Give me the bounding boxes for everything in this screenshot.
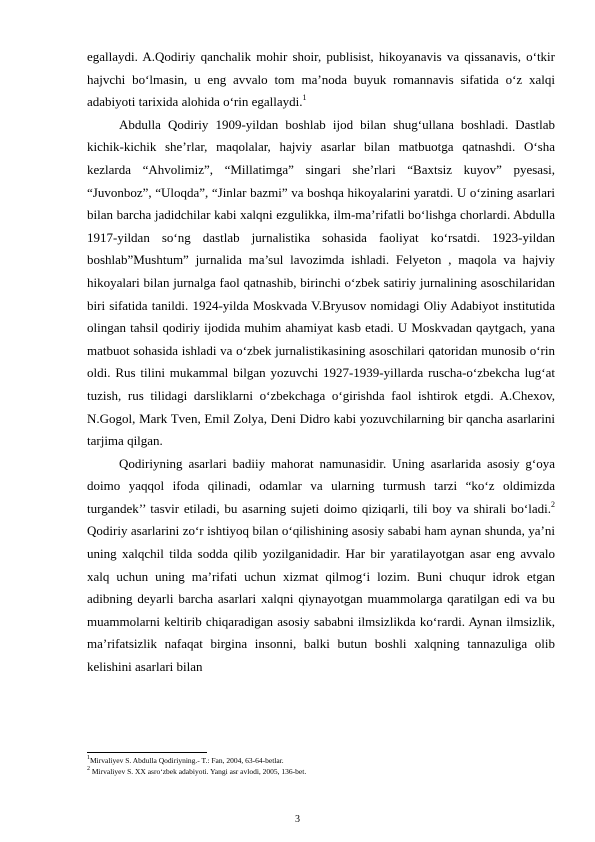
paragraph-3-text-continued: Qodiriy asarlarini zo‘r ishtiyoq bilan o‘qilishining asosiy sababi ham aynan shunda, ya’ni uning xalqchil tilda sodda qilib yozilganidadir. Har bir yaratilayotgan asar eng avvalo xalq uchun uning ma’rifati uchun xizmat qilmog‘i lozim. Buni chuqur idrok etgan adibning deyarli barcha asarlari xalqni qiynayotgan muammolarga qaratilgan edi va bu muammolarni keltirib chiqaradigan asosiy sababni ilmsizlikda ko‘rardi. Aynan ilmsizlik, ma’rifatsizlik nafaqat birgina insonni, balki butun boshli xalqning tannazuliga olib kelishini asarlari bilan bbox=[87, 523, 555, 675]
paragraph-2 bbox=[87, 114, 555, 453]
footnotes bbox=[87, 755, 555, 777]
footnote-ref-1: 1 bbox=[302, 92, 307, 102]
paragraph-2-text: Abdulla Qodiriy 1909-yildan boshlab ijod bilan shug‘ullana boshladi. Dastlab kichik-kichik she’rlar, maqolalar, hajviy asarlar bilan matbuotga qatnashdi. O‘sha kezlarda “Ahvolimiz”, “Millatimga” singari she’rlari “Baxtsiz kuyov” pyesasi, “Juvonboz”, “Uloqda”, “Jinlar bazmi” va boshqa hikoyalarini yaratdi. U o‘zining asarlari bilan barcha jadidchilar kabi xalqni ezgulikka, ilm-ma’rifatli bo‘lishga chorlardi. Abdulla 1917-yildan so‘ng dastlab jurnalistika sohasida faoliyat ko‘rsatdi. 1923-yildan boshlab”Mushtum” jurnalida ma’sul lavozimda ishladi. Felyeton , maqola va hajviy hikoyalari bilan jurnalga faol qatnashib, birinchi o‘zbek satiriy jurnalining asoschilaridan biri sifatida tanildi. 1924-yilda Moskvada V.Bryusov nomidagi Oliy Adabiyot institutida olingan tahsil qodiriy ijodida muhim ahamiyat kasb etadi. U Moskvadan qaytgach, yana matbuot sohasida ishladi va o‘zbek jurnalistikasining asoschilari qatoridan munosib o‘rin oldi. Rus tilini mukammal bilgan yozuvchi 1927-1939-yillarda ruscha-o‘zbekcha lug‘at tuzish, rus tilidagi darsliklarni o‘zbekchaga o‘girishda faol ishtirok etgdi. A.Chexov, N.Gogol, Mark Tven, Emil Zolya, Deni Didro kabi yozuvchilarning bir qancha asarlarini tarjima qilgan. bbox=[87, 116, 555, 449]
paragraph-3 bbox=[87, 453, 555, 679]
paragraph-1 bbox=[87, 46, 555, 114]
paragraph-1-text: egallaydi. A.Qodiriy qanchalik mohir shoir, publisist, hikoyanavis va qissanavis, o‘tkir hajvchi bo‘lmasin, u eng avvalo tom ma’noda buyuk romannavis sifatida o‘z xalqi adabiyoti tarixida alohida o‘rin egallaydi. bbox=[87, 49, 555, 110]
footnote-2 bbox=[87, 766, 555, 777]
page-number: 3 bbox=[295, 814, 300, 825]
footnote-1-number: 1 bbox=[87, 754, 90, 761]
footnote-1 bbox=[87, 755, 555, 766]
footnote-ref-2: 2 bbox=[551, 499, 555, 509]
body-text bbox=[87, 46, 555, 679]
paragraph-3-text: Qodiriyning asarlari badiiy mahorat namunasidir. Uning asarlarida asosiy g‘oya doimo yaqqol ifoda qilinadi, odamlar va ularning turmush tarzi “ko‘z oldimizda turgandek’’ tasvir etiladi, bu asarning sujeti doimo qiziqarli, tili boy va shirali bo‘ladi. bbox=[87, 455, 555, 516]
footnote-2-number: 2 bbox=[87, 765, 90, 772]
footnote-1-text: Mirvaliyev S. Abdulla Qodiriyning.- T.: Fan, 2004, 63-64-betlar. bbox=[90, 756, 284, 765]
footnote-2-text: Mirvaliyev S. XX asro‘zbek adabiyoti. Yangi asr avlodi, 2005, 136-bet. bbox=[90, 767, 307, 776]
footnote-separator bbox=[87, 752, 207, 753]
